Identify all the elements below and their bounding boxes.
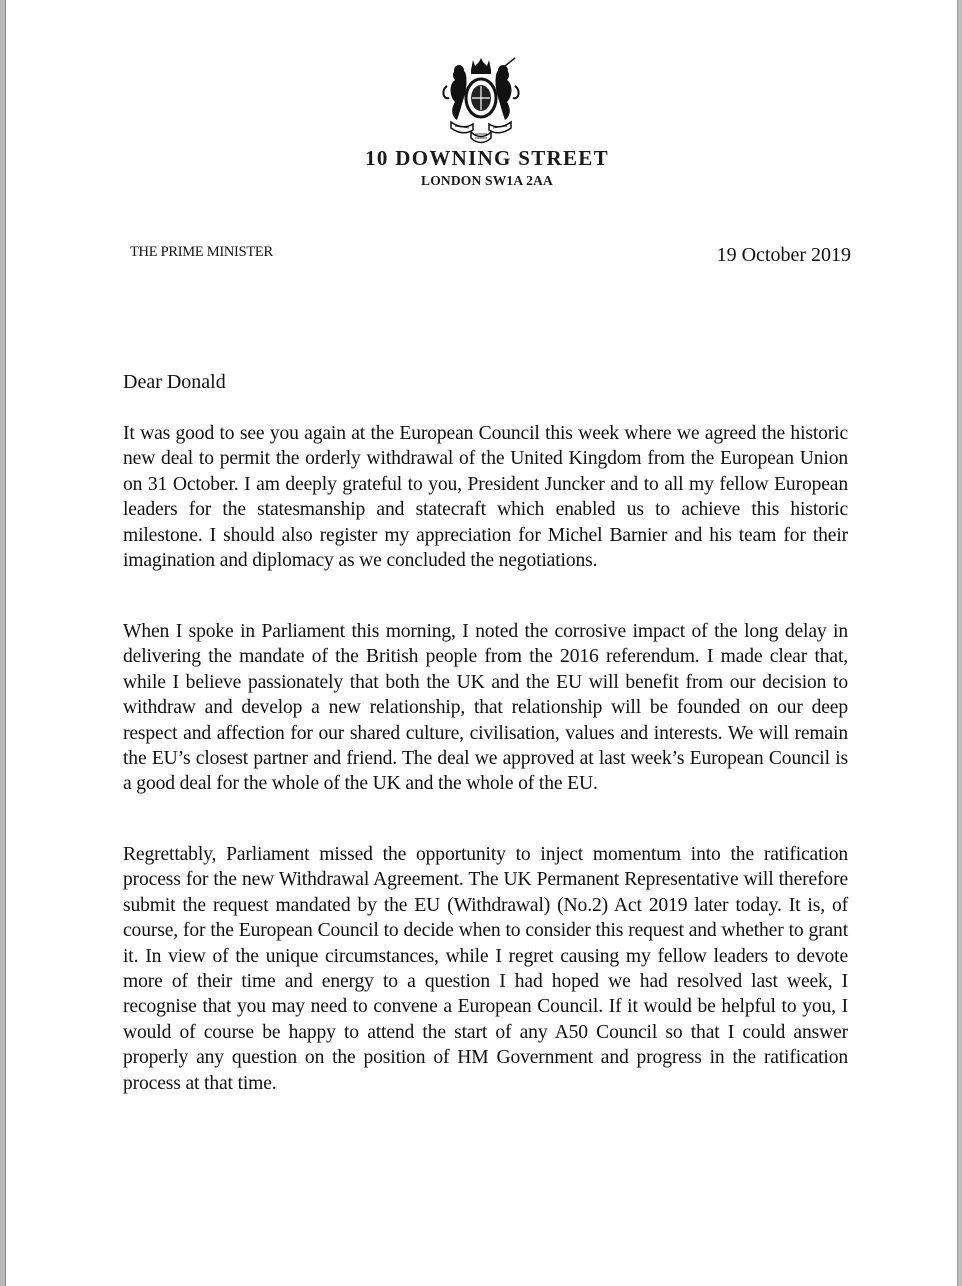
scan-edge-left (0, 0, 6, 1286)
paragraph-3: Regrettably, Parliament missed the opportunity to inject momentum into the ratification process for the new Withdrawal Agreement. The UK Permanent Representative will therefore submit the request mandated by the EU (Withdrawal) (No.2) Act 2019 later today. It is, of course, for the European Council to decide when to consider this request and whether to grant it. In view of the unique circumstances, while I regret causing my fellow leaders to devote more of their time and energy to a question I had hoped we had resolved last week, I recognise that you may need to convene a European Council. If it would be helpful to you, I would of course be happy to attend the start of any A50 Council so that I could answer properly any question on the position of HM Government and progress in the ratification process at that time. (123, 844, 848, 1094)
letter-date: 19 October 2019 (716, 244, 851, 266)
royal-coat-of-arms-icon (439, 56, 523, 146)
paragraph-2: When I spoke in Parliament this morning, I noted the corrosive impact of the long delay in delivering the mandate of the British people from the 2016 referendum. I made clear that, while I believe passionately that both the UK and the EU will benefit from our decision to withdraw and develop a new relationship, that relationship will be founded on our deep respect and affection for our shared culture, civilisation, values and interests. We will remain the EU’s closest partner and friend. The deal we approved at last week’s European Council is a good deal for the whole of the UK and the whole of the EU. (123, 621, 848, 795)
paragraph-1: It was good to see you again at the European Council this week where we agreed the historic new deal to permit the orderly withdrawal of the United Kingdom from the European Union on 31 October. I am deeply grateful to you, President Juncker and to all my fellow European leaders for the statesmanship and statecraft which enabled us to achieve this historic milestone. I should also register my appreciation for Michel Barnier and his team for their imagination and diplomacy as we concluded the negotiations. (123, 423, 848, 572)
letterhead-address-line2: LONDON SW1A 2AA (420, 173, 553, 188)
letterhead (0, 56, 962, 146)
sender-title: THE PRIME MINISTER (130, 244, 273, 260)
salutation: Dear Donald (123, 371, 226, 393)
scan-edge-right (957, 0, 962, 1286)
letterhead-address-line1: 10 DOWNING STREET (365, 146, 609, 170)
